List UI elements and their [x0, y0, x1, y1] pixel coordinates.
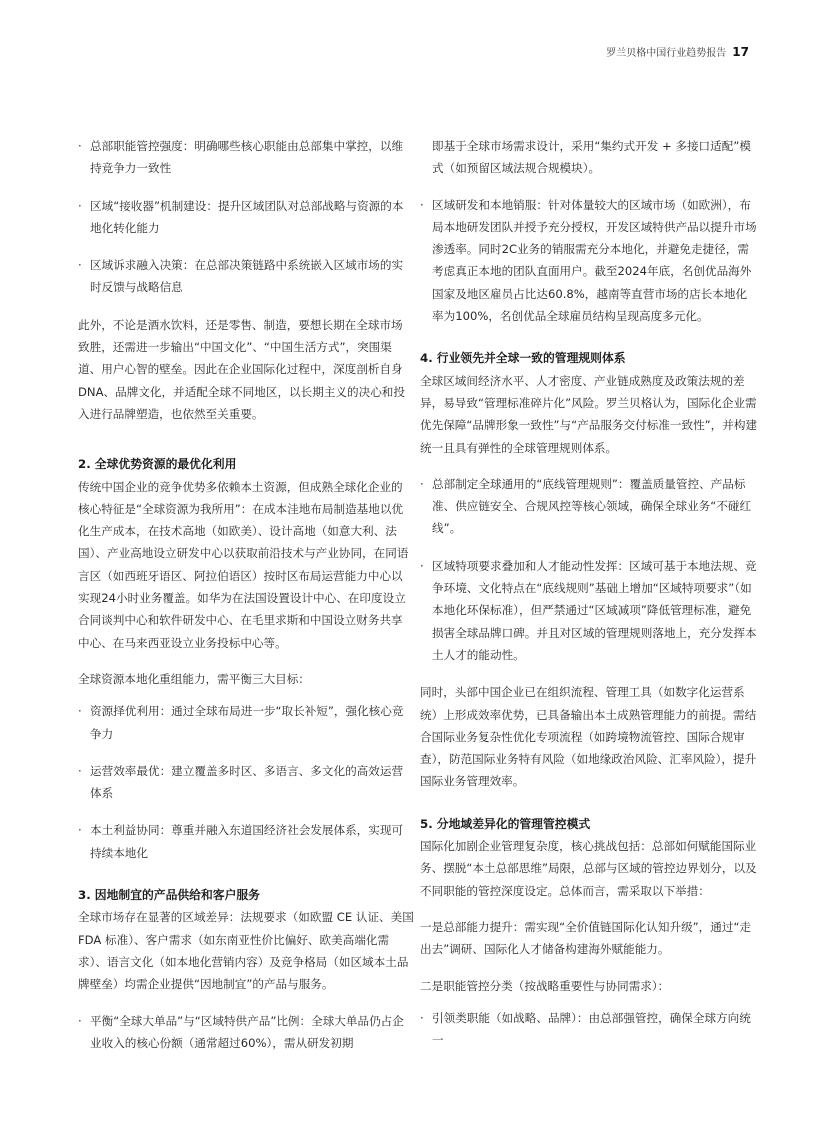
bullet-regional-feedback: · 区域诉求融入决策：在总部决策链路中系统嵌入区域市场的实时反馈与战略信息 [78, 254, 414, 299]
section-5-title: 5. 分地域差异化的管理管控模式 [420, 816, 591, 831]
section-3-title: 3. 因地制宜的产品供给和客户服务 [78, 888, 260, 903]
bullet-local-interest: · 本土利益协同：尊重并融入东道国经济社会发展体系，实现可持续本地化 [78, 819, 414, 864]
bullet-receiver: · 区域“接收器”机制建设：提升区域团队对总部战略与资源的本地化转化能力 [78, 195, 414, 240]
page-number: 17 [732, 45, 749, 59]
section-2-intro: 全球资源本地化重组能力，需平衡三大目标： [78, 671, 310, 686]
section-4-paragraph: 全球区域间经济水平、人才密度、产业链成熟度及政策法规的差异，易导致“管理标准碎片化”风险。罗兰贝格认为，国际化企业需优先保障“品牌形象一致性”与“产品服务交付标准一致性”，并构建统一且具有弹性的全球管理规则体系。 [420, 373, 758, 455]
bullet-efficiency: · 运营效率最优：建立覆盖多时区、多语言、多文化的高效运营体系 [78, 760, 414, 805]
left-column [78, 135, 414, 1069]
bullet-baseline-rules: · 总部制定全球通用的“底线管理规则”：覆盖质量管控、产品标准、供应链安全、合规风控等核心领域，确保全球业务“不碰红线”。 [420, 473, 758, 540]
bullet-hq-control: · 总部职能管控强度：明确哪些核心职能由总部集中掌控，以维持竞争力一致性 [78, 135, 414, 180]
bullet-regional-requirements: · 区域特项要求叠加和人才能动性发挥：区域可基于本地法规、竞争环境、文化特点在“底线规则”基础上增加“区域特项要求”（如本地化环保标准），但严禁通过“区域减项”降低管理标准，避免损害全球品牌口碑。并且对区域的管理规则落地上，充分发挥本土人才的能动性。 [420, 555, 758, 666]
section-4-paragraph-2: 同时，头部中国企业已在组织流程、管理工具（如数字化运营系统）上形成效率优势，已具备输出本土成熟管理能力的前提。需结合国际业务复杂性优化专项流程（如跨境物流管控、国际合规审查），防范国际业务特有风险（如地缘政治风险、汇率风险），提升国际业务管理效率。 [420, 685, 757, 789]
bullet-leading-functions: · 引领类职能（如战略、品牌）：由总部强管控，确保全球方向统一 [420, 1007, 758, 1052]
page-header [606, 44, 749, 59]
right-column [420, 135, 758, 1066]
bullet-global-products: · 平衡“全球大单品”与“区域特供产品”比例：全球大单品仍占企业收入的核心份额（通常超过60%），需从研发初期 [78, 1010, 414, 1055]
bullet-regional-rd: · 区域研发和本地销服：针对体量较大的区域市场（如欧洲），布局本地研发团队并授予充分授权，开发区域特供产品以提升市场渗透率。同时2C业务的销服需充分本地化，并避免走捷径，需考虑真正本地的团队直面用户。截至2024年底，名创优品海外国家及地区雇员占比达60.8%，越南等直营市场的店长本地化率为100%，名创优品全球雇员结构呈现高度多元化。 [420, 194, 758, 328]
section-2-title: 2. 全球优势资源的最优化利用 [78, 457, 237, 472]
paragraph-brand: 此外，不论是酒水饮料，还是零售、制造，要想长期在全球市场致胜，还需进一步输出“中国文化”、“中国生活方式”，突围渠道、用户心智的壁垒。因此在企业国际化过程中，深度剖析自身DNA、品牌文化，并适配全球不同地区，以长期主义的决心和投入进行品牌塑造，也依然至关重要。 [78, 317, 405, 421]
continued-text: 即基于全球市场需求设计，采用“集约式开发 + 多接口适配”模式（如预留区域法规合规模块）。 [432, 139, 751, 176]
section-3-paragraph: 全球市场存在显著的区域差异：法规要求（如欧盟 CE 认证、美国 FDA 标准）、客户需求（如东南亚性价比偏好、欧美高端化需求）、语言文化（如本地化营销内容）及竞争格局（如区域本土品牌壁垒）均需企业提供“因地制宜”的产品与服务。 [78, 910, 414, 992]
section-5-point-1: 一是总部能力提升：需实现“全价值链国际化认知升级”，通过“走出去”调研、国际化人才储备构建海外赋能能力。 [420, 919, 752, 957]
report-title: 罗兰贝格中国行业趋势报告 [606, 48, 727, 59]
section-5-point-2: 二是职能管控分类（按战略重要性与协同需求）： [420, 978, 670, 993]
section-2-paragraph: 传统中国企业的竞争优势多依赖本土资源，但成熟全球化企业的核心特征是“全球资源为我所用”：在成本洼地布局制造基地以优化生产成本，在技术高地（如欧美）、设计高地（如意大利、法国）、产业高地设立研发中心以获取前沿技术与产业协同，在同语言区（如西班牙语区、阿拉伯语区）按时区布局运营能力中心以实现24小时业务覆盖。如华为在法国设置设计中心、在印度设立合同谈判中心和软件研发中心、在毛里求斯和中国设立财务共享中心、在马来西亚设立业务投标中心等。 [78, 479, 409, 650]
section-4-title: 4. 行业领先并全球一致的管理规则体系 [420, 351, 626, 366]
section-5-paragraph: 国际化加剧企业管理复杂度，核心挑战包括：总部如何赋能国际业务、摆脱“本土总部思维”局限，总部与区域的管控边界划分，以及不同职能的管控深度设定。总体而言，需采取以下举措： [420, 839, 757, 898]
bullet-resource: · 资源择优利用：通过全球布局进一步“取长补短”，强化核心竞争力 [78, 700, 414, 745]
